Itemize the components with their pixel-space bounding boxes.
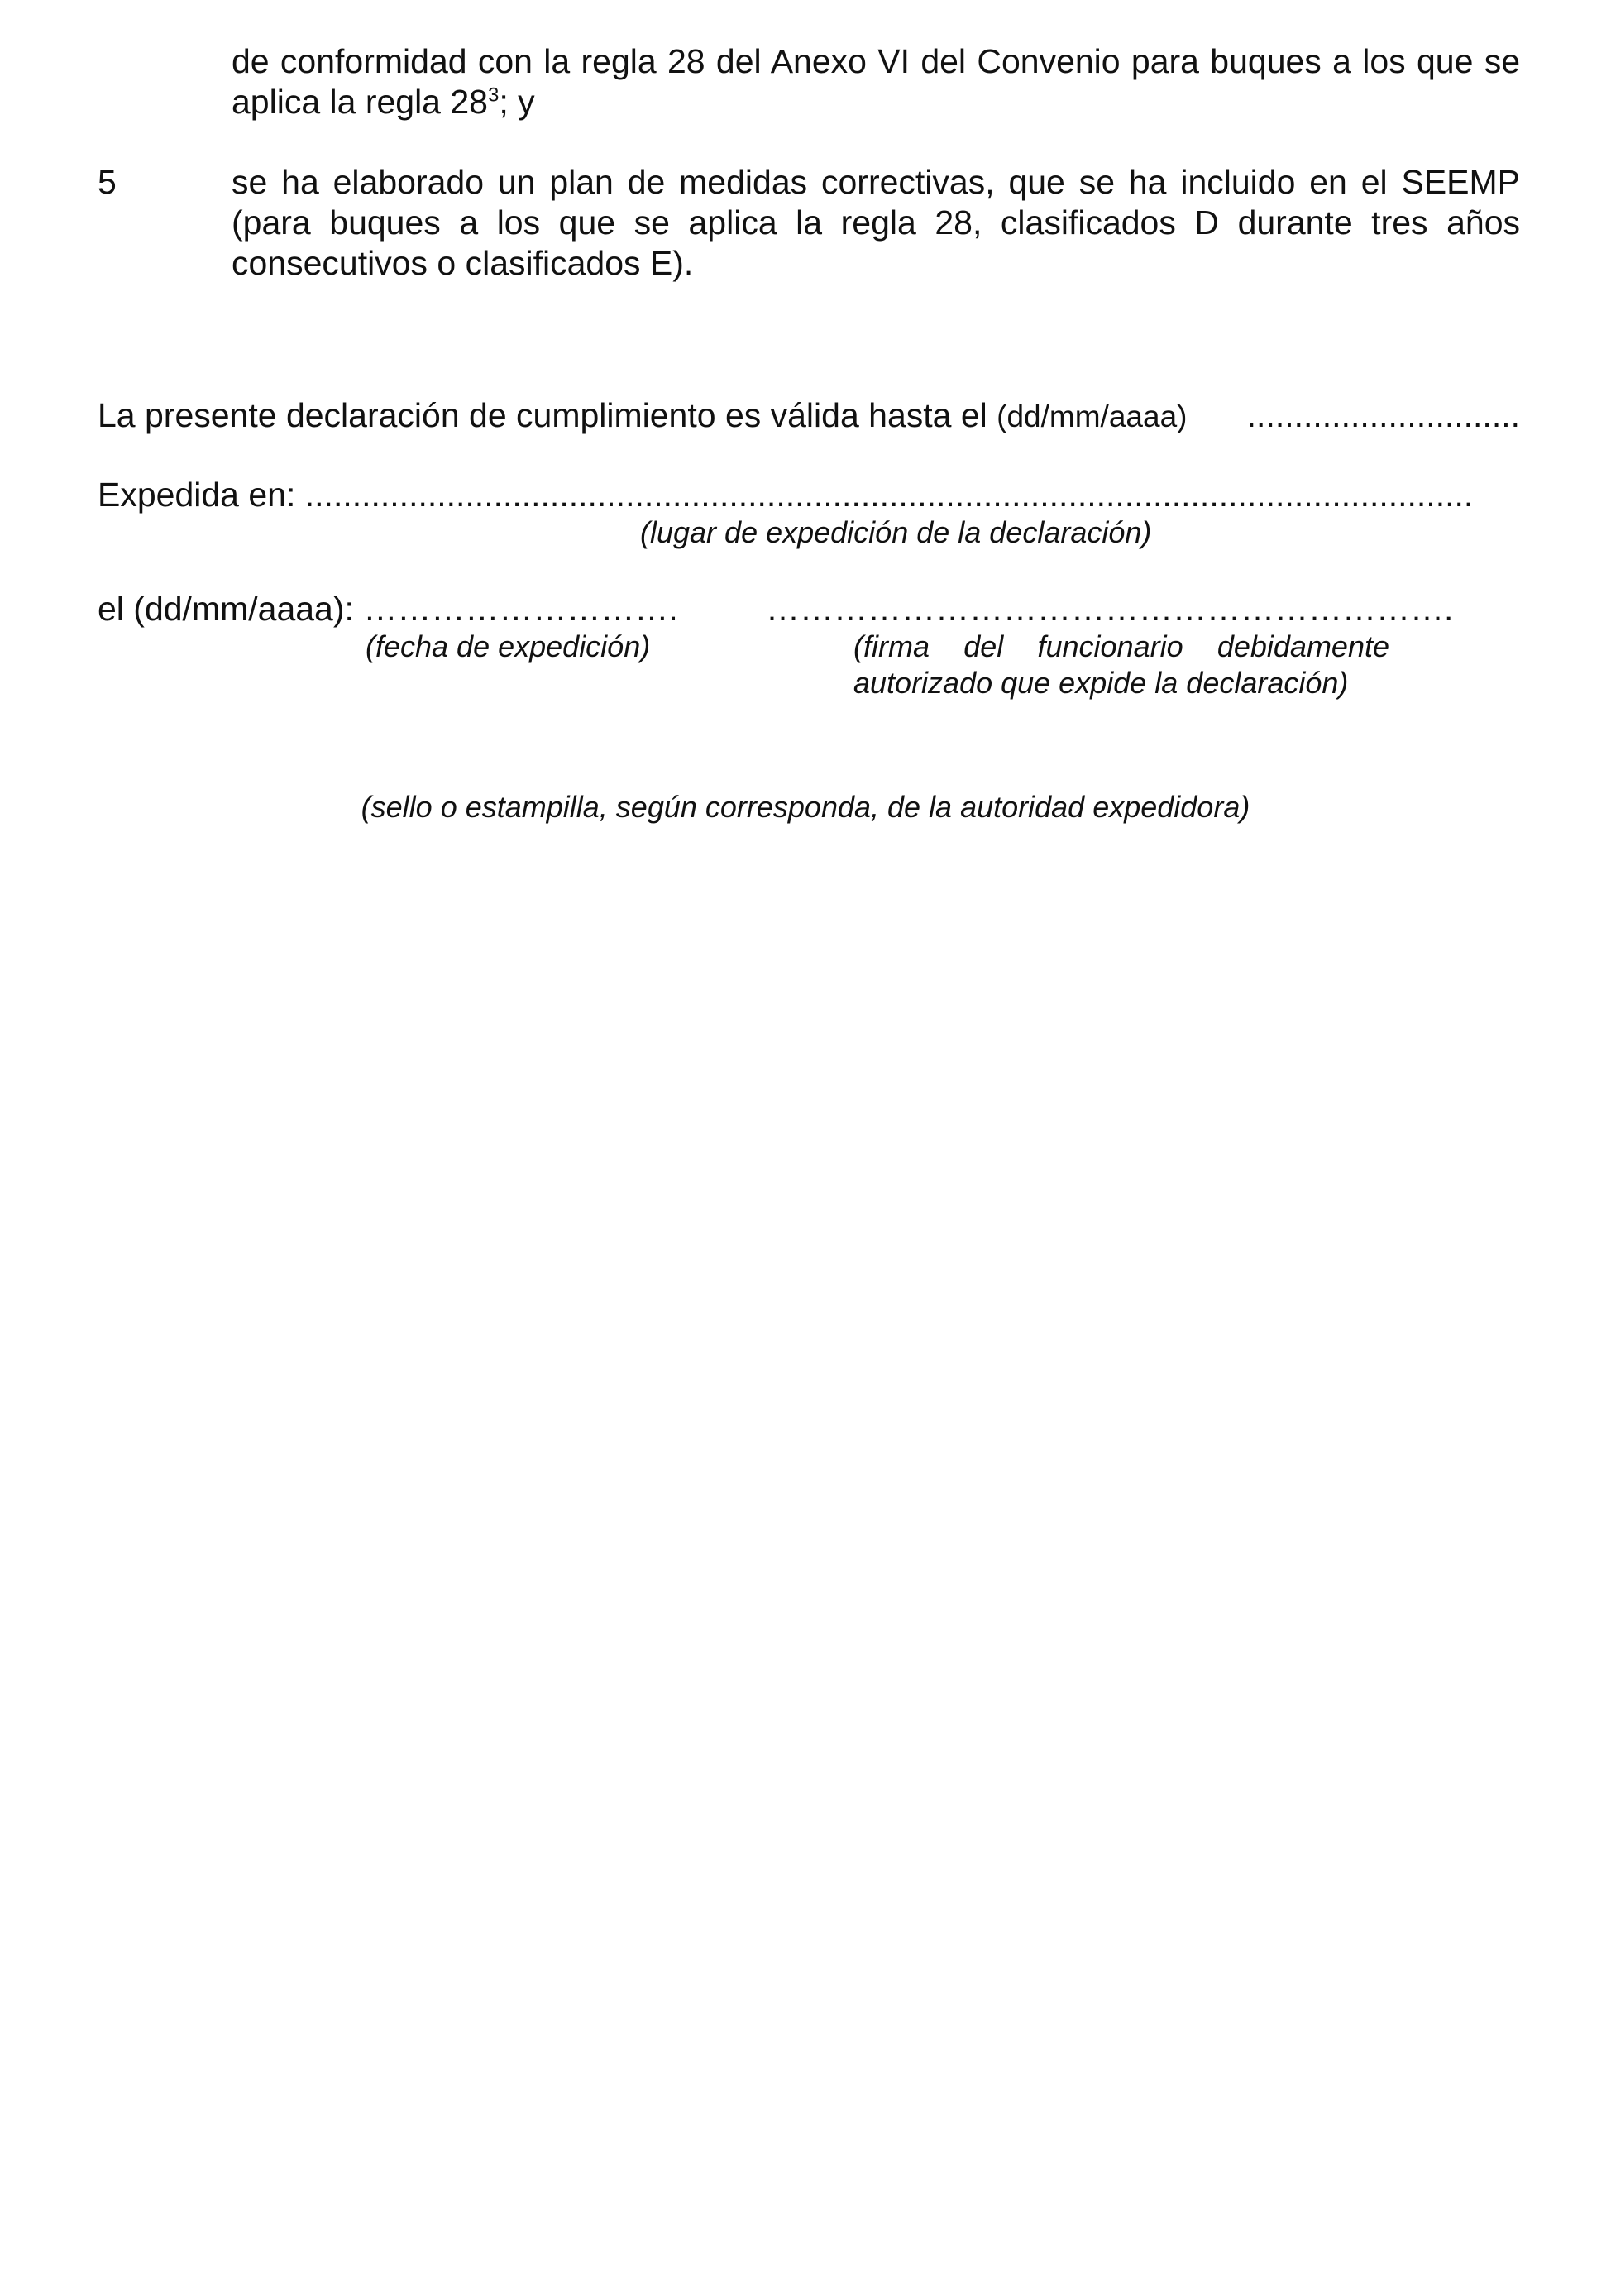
footnote-ref: 3 [487,84,500,107]
validity-label: La presente declaración de cumplimiento es válida hasta el [98,396,987,434]
validity-blank: ............................. [1246,396,1520,434]
signature-blank: ……………………………………………………. [766,590,1454,628]
stamp-caption: (sello o estampilla, según corresponda, de la autoridad expedidora) [361,790,1250,824]
issued-at-line [98,475,1520,515]
issued-at-caption: (lugar de expedición de la declaración) [640,515,1152,549]
validity-line [98,395,1520,437]
validity-date-format: (dd/mm/aaaa) [997,399,1188,433]
issued-on-text: el (dd/mm/aaaa): [98,590,354,628]
item-4-text: de conformidad con la regla 28 del Anexo VI del Convenio para buques a los que se aplica la regla 28 [232,42,1520,121]
item-4-tail: ; y [499,83,535,121]
issued-at-label: Expedida en: [98,476,296,514]
issue-date-caption: (fecha de expedición) [366,629,651,663]
issued-on-date-blank: ………………………. [363,590,678,628]
signature-caption: (firma del funcionario debidamente autorizado que expide la declaración) [853,629,1389,700]
item-4-continuation [232,41,1520,122]
issued-on-label [98,589,678,629]
issued-at-blank: ............................................................................................................................ [304,476,1474,514]
item-5-number: 5 [98,163,117,201]
item-5-text: se ha elaborado un plan de medidas correctivas, que se ha incluido en el SEEMP (para buques a los que se aplica la regla 28, clasificados D durante tres años consecutivos o clasificados E). [232,163,1520,282]
